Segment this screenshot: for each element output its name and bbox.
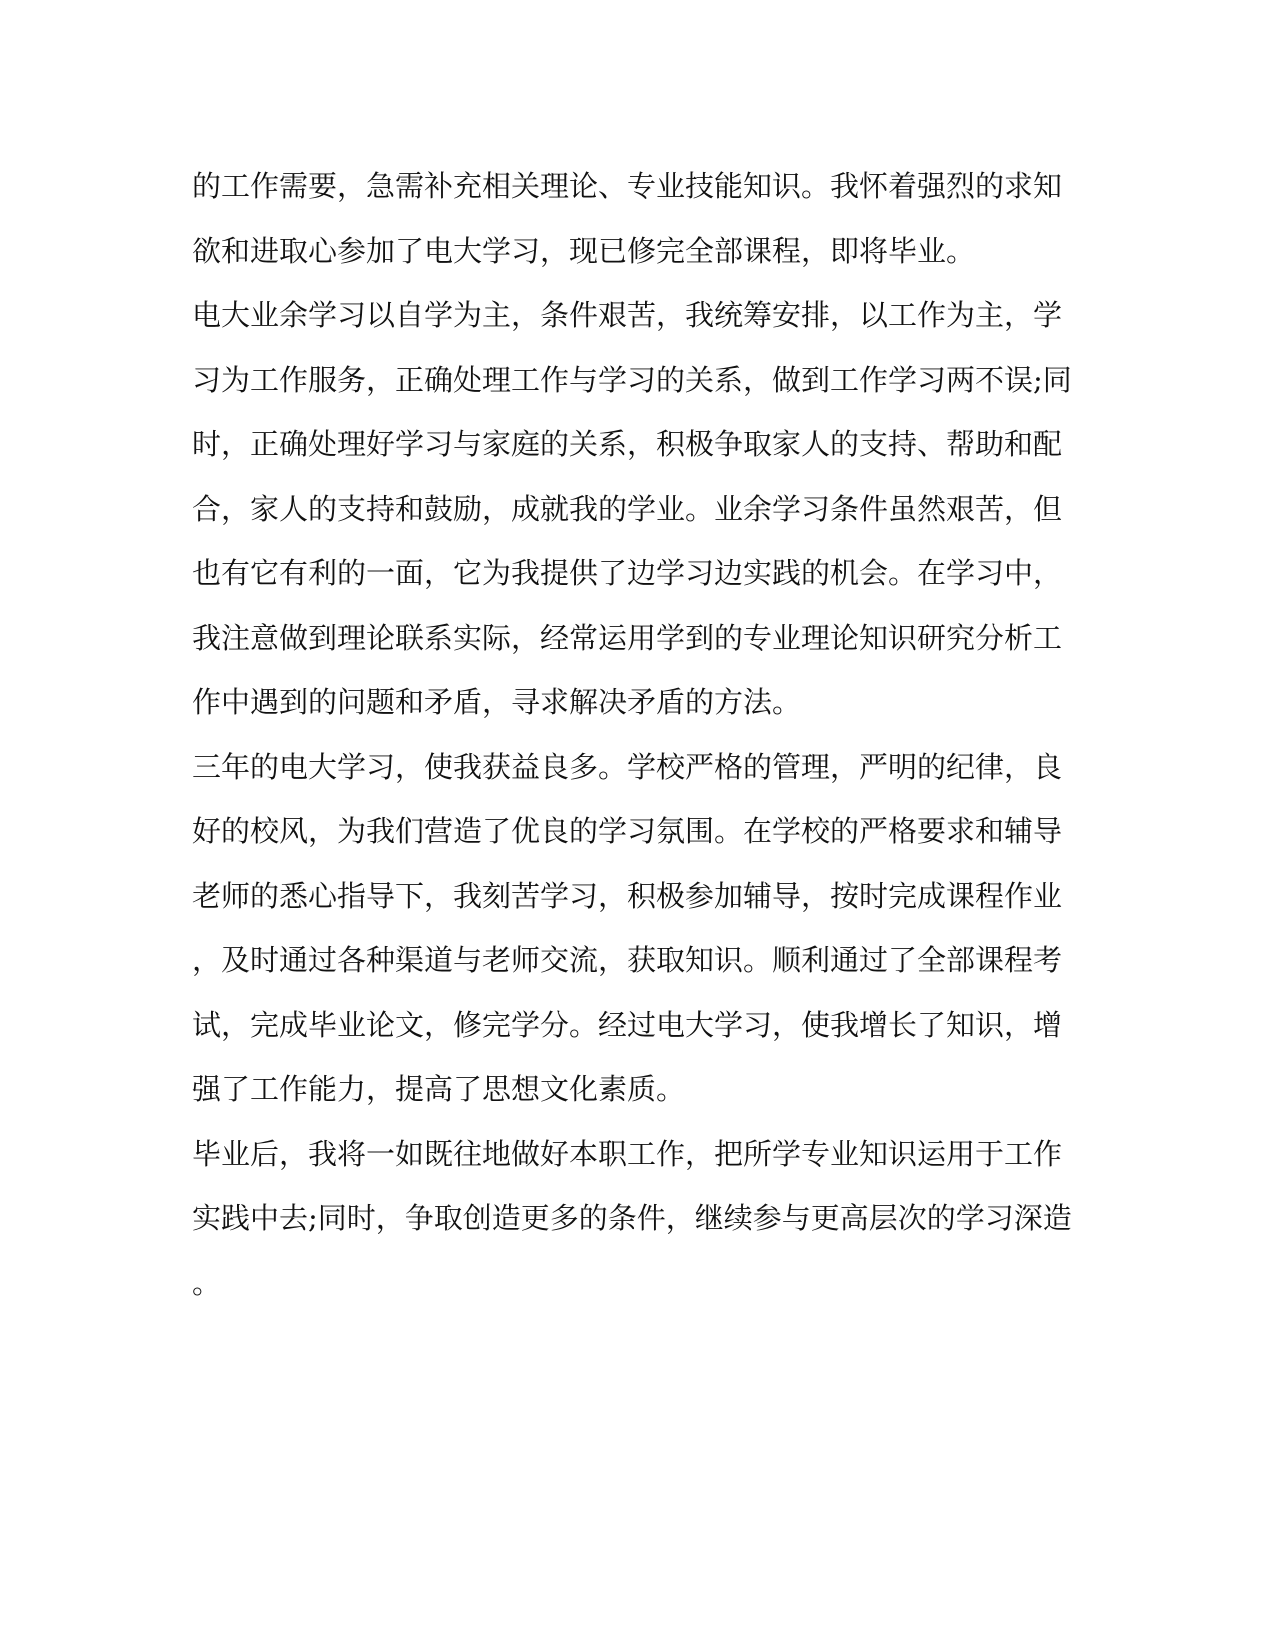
text-line: 时，正确处理好学习与家庭的关系，积极争取家人的支持、帮助和配 xyxy=(192,427,1063,461)
text-line: 习为工作服务，正确处理工作与学习的关系，做到工作学习两不误;同 xyxy=(192,362,1072,397)
text-line: 也有它有利的一面，它为我提供了边学习边实践的机会。在学习中， xyxy=(192,556,1063,590)
text-line: 三年的电大学习，使我获益良多。学校严格的管理，严明的纪律，良 xyxy=(192,749,1063,784)
text-line: 老师的悉心指导下，我刻苦学习，积极参加辅导，按时完成课程作业 xyxy=(192,878,1063,913)
text-line: 强了工作能力，提高了思想文化素质。 xyxy=(192,1072,686,1106)
text-line: 。 xyxy=(192,1265,222,1300)
text-line: ，及时通过各种渠道与老师交流，获取知识。顺利通过了全部课程考 xyxy=(192,943,1063,977)
text-line: 毕业后，我将一如既往地做好本职工作，把所学专业知识运用于工作 xyxy=(192,1136,1063,1171)
text-line: 好的校风，为我们营造了优良的学习氛围。在学校的严格要求和辅导 xyxy=(192,814,1063,848)
text-line: 的工作需要，急需补充相关理论、专业技能知识。我怀着强烈的求知 xyxy=(192,169,1063,203)
text-line: 实践中去;同时，争取创造更多的条件，继续参与更高层次的学习深造 xyxy=(192,1201,1072,1235)
text-line: 欲和进取心参加了电大学习，现已修完全部课程，即将毕业。 xyxy=(192,233,976,268)
text-line: 电大业余学习以自学为主，条件艰苦，我统筹安排，以工作为主，学 xyxy=(192,298,1063,332)
text-line: 合，家人的支持和鼓励，成就我的学业。业余学习条件虽然艰苦，但 xyxy=(192,491,1063,526)
text-line: 作中遇到的问题和矛盾，寻求解决矛盾的方法。 xyxy=(192,685,802,719)
document-body xyxy=(192,154,1092,1315)
text-line: 试，完成毕业论文，修完学分。经过电大学习，使我增长了知识，增 xyxy=(192,1007,1063,1042)
text-line: 我注意做到理论联系实际，经常运用学到的专业理论知识研究分析工 xyxy=(192,620,1063,655)
